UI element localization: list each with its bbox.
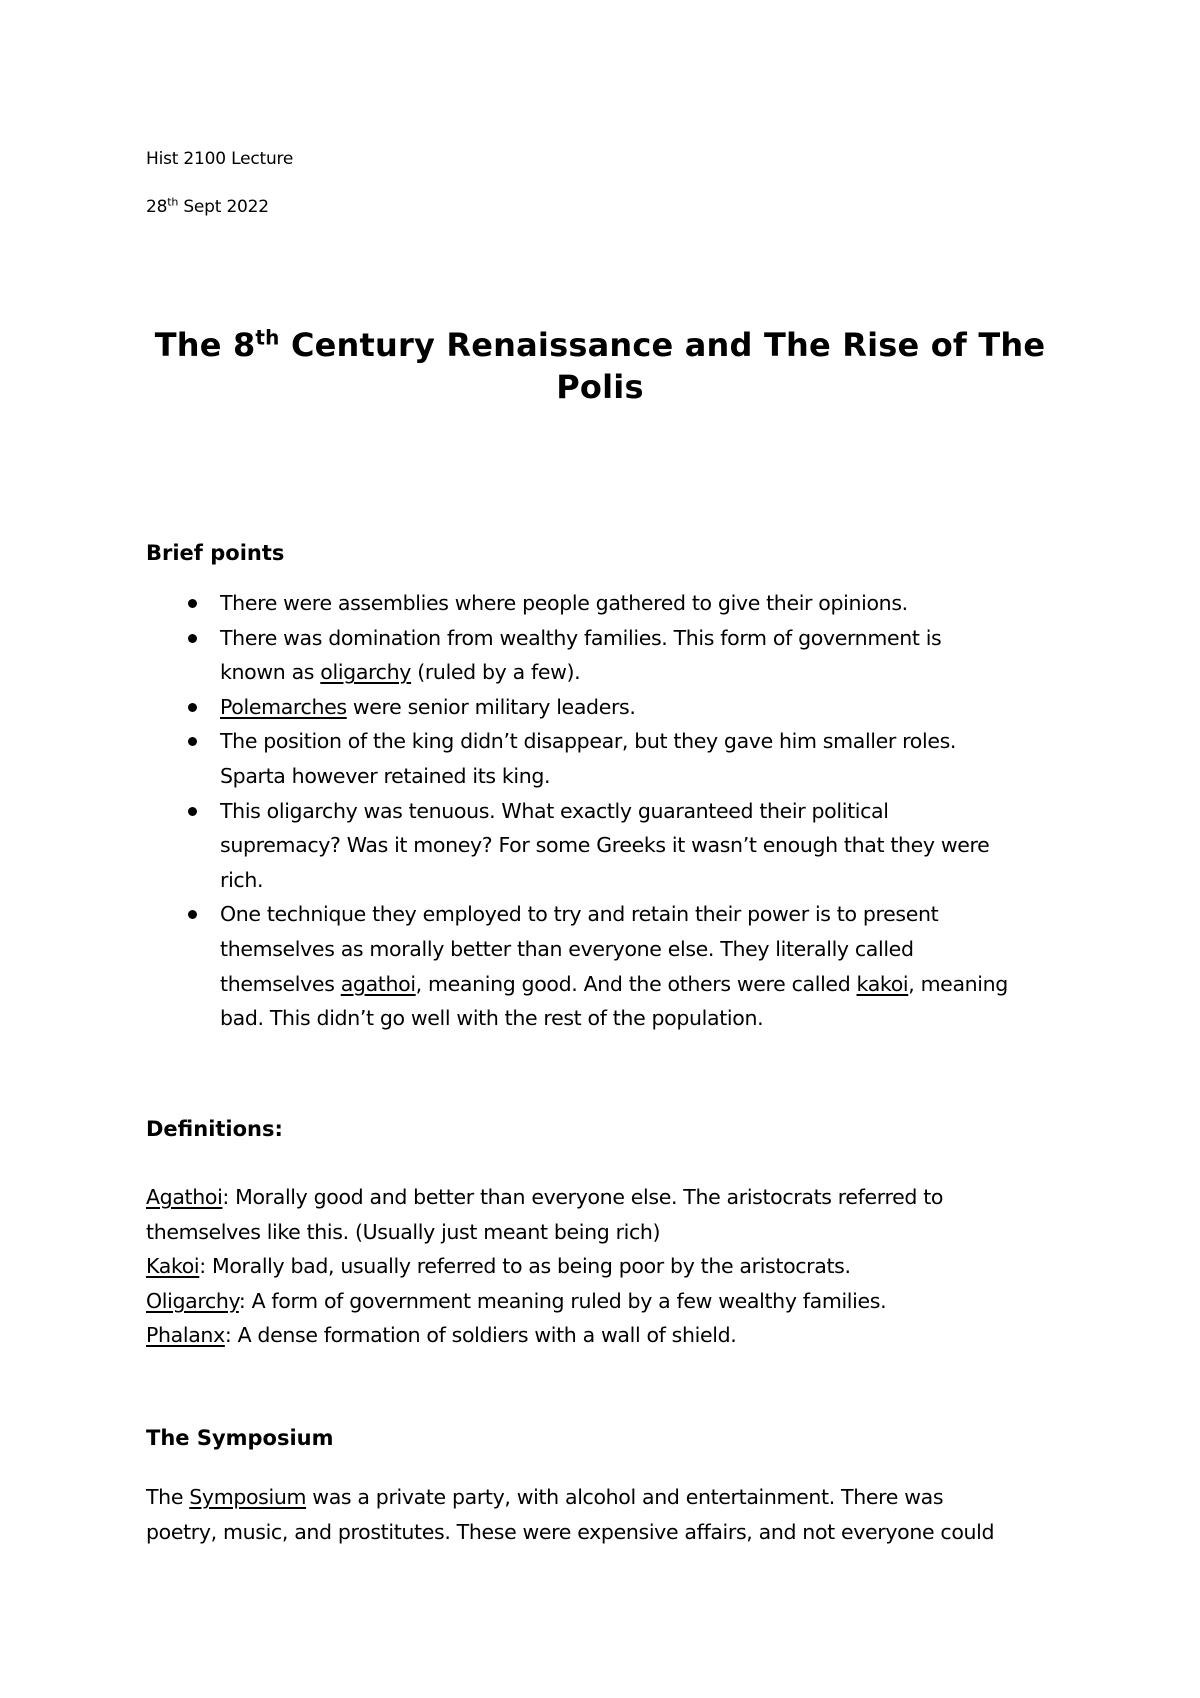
title-superscript: th: [255, 325, 280, 350]
list-item-line: rich.: [220, 867, 264, 892]
paragraph-line: poetry, music, and prostitutes. These were expensive affairs, and not everyone could: [146, 1519, 995, 1544]
title-part-1: The 8: [154, 326, 256, 364]
definition-term: Agathoi: [146, 1185, 223, 1209]
term-polemarches: Polemarches: [220, 694, 347, 719]
bullet-icon: [188, 634, 197, 643]
list-item-text: There were assemblies where people gathered to give their opinions.: [220, 591, 908, 615]
text-run: , meaning: [908, 971, 1008, 996]
list-item-line: There was domination from wealthy families. This form of government is: [220, 625, 942, 650]
text-run: (ruled by a few).: [411, 660, 581, 685]
definition-kakoi: [146, 1249, 1076, 1284]
course-label: Hist 2100 Lecture: [146, 149, 294, 169]
bullet-icon: [188, 703, 197, 712]
list-item-line: bad. This didn’t go well with the rest of the population.: [220, 1006, 764, 1031]
definition-text: : A form of government meaning ruled by a few wealthy families.: [238, 1288, 887, 1313]
list-item-line: The position of the king didn’t disappear, but they gave him smaller roles.: [220, 729, 957, 754]
text-run: The: [146, 1485, 190, 1509]
definition-term: Oligarchy: [146, 1288, 239, 1313]
text-run: was a private party, with alcohol and entertainment. There was: [306, 1485, 944, 1509]
brief-points-heading: Brief points: [146, 541, 285, 565]
term-oligarchy: oligarchy: [320, 660, 412, 685]
title-part-2: Century Renaissance and The Rise of The: [279, 326, 1046, 364]
list-item-line: [220, 655, 1066, 690]
definition-term: Phalanx: [146, 1323, 225, 1348]
bullet-icon: [188, 599, 197, 608]
title-line-2: Polis: [556, 368, 644, 406]
list-item: [146, 794, 1066, 898]
text-run: known as: [220, 660, 321, 685]
list-item: [146, 586, 1066, 621]
date-day: 28: [146, 197, 168, 217]
text-run: , meaning good. And the others were called: [415, 971, 857, 996]
date-rest: Sept 2022: [178, 197, 269, 217]
list-item-line: supremacy? Was it money? For some Greeks it wasn’t enough that they were: [220, 833, 990, 858]
paragraph-line: [146, 1480, 1076, 1515]
list-item: [146, 724, 1066, 793]
lecture-date: [146, 196, 269, 218]
list-item: [146, 897, 1066, 1035]
list-item: [146, 690, 1066, 725]
definition-term: Kakoi: [146, 1254, 200, 1279]
term-symposium: Symposium: [189, 1485, 307, 1509]
term-agathoi: agathoi: [340, 971, 416, 996]
bullet-icon: [188, 737, 197, 746]
bullet-icon: [188, 807, 197, 816]
list-item-line: This oligarchy was tenuous. What exactly guaranteed their political: [220, 798, 889, 823]
title-line-1: [100, 324, 1100, 366]
definition-phalanx: [146, 1318, 1076, 1353]
term-kakoi: kakoi: [856, 971, 909, 996]
list-item-line: [220, 690, 1066, 725]
definition-oligarchy: [146, 1284, 1076, 1319]
list-item: [146, 621, 1066, 690]
list-item-line: [220, 967, 1066, 1002]
symposium-paragraph: [146, 1480, 1076, 1549]
page-title: [100, 324, 1100, 408]
brief-points-list: [146, 586, 1066, 1036]
definition-text: : Morally good and better than everyone else. The aristocrats referred to: [222, 1185, 944, 1209]
symposium-heading: The Symposium: [146, 1426, 334, 1450]
definition-text: : A dense formation of soldiers with a wall of shield.: [224, 1323, 737, 1348]
text-run: were senior military leaders.: [346, 694, 636, 719]
definition-agathoi-cont: themselves like this. (Usually just meant being rich): [146, 1219, 661, 1244]
definitions-heading: Definitions:: [146, 1117, 283, 1141]
list-item-line: themselves as morally better than everyone else. They literally called: [220, 936, 914, 961]
list-item-line: One technique they employed to try and retain their power is to present: [220, 902, 939, 927]
list-item-line: Sparta however retained its king.: [220, 763, 551, 788]
definition-text: : Morally bad, usually referred to as being poor by the aristocrats.: [199, 1254, 851, 1279]
date-suffix: th: [167, 195, 179, 209]
definition-agathoi: [146, 1180, 1076, 1215]
bullet-icon: [188, 910, 197, 919]
definitions-list: [146, 1180, 1076, 1353]
text-run: themselves: [220, 971, 341, 996]
